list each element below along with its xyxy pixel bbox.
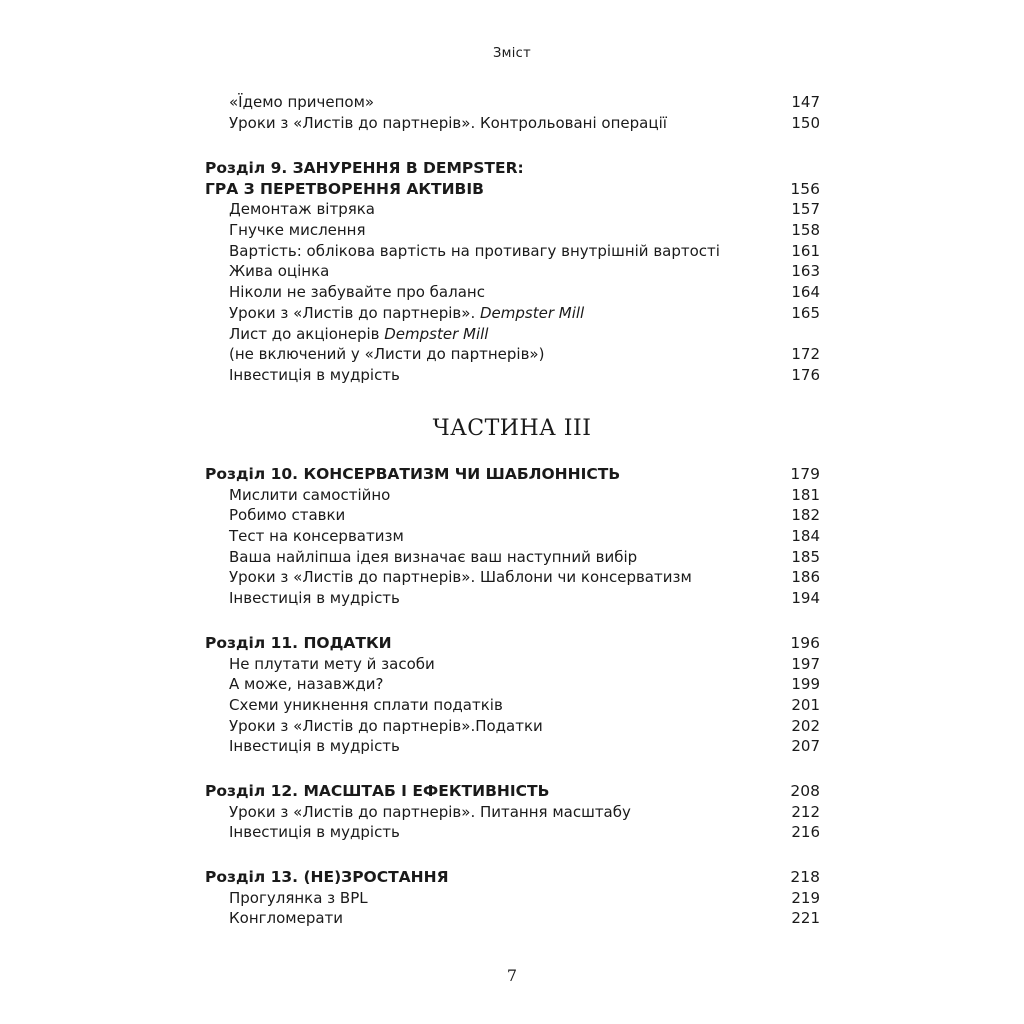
toc-page-number: 196 [790,634,820,652]
toc-entry-row [205,589,820,610]
toc-entry-row [205,823,820,844]
toc-entry-text: Робимо ставки [229,506,346,525]
toc-entry-text: Демонтаж вітряка [229,200,376,219]
toc-entry-text: (не включений у «Листи до партнерів») [229,345,545,364]
toc-page-number: 218 [790,868,820,886]
toc-chapter-row [205,868,820,889]
toc-entry-title [205,527,791,545]
toc-page-number: 181 [791,485,820,504]
toc-entry-title [205,242,791,260]
toc-entry-title [205,717,791,735]
toc-block-chapter-11 [205,634,820,758]
toc-entry-title [205,675,791,693]
toc-entry-text: Уроки з «Листів до партнерів». Контрольовані операції [229,113,667,132]
toc-entry-italic-text: Dempster Mill [384,324,489,343]
toc-entry-row [205,221,820,242]
toc-entry-italic-text: Dempster Mill [479,303,585,322]
toc-entry-row [205,242,820,263]
toc-entry-row [205,304,820,325]
toc-entry-row [205,909,820,930]
toc-entry-text: А може, назавжди? [229,675,384,694]
toc-page-number: 182 [791,506,820,525]
toc-entry-text: Інвестиція в мудрість [229,365,400,384]
toc-entry-row [205,889,820,910]
toc-entry-title [205,114,791,132]
toc-entry-row [205,655,820,676]
toc-page-number: 150 [791,113,820,132]
toc-page-number: 161 [791,241,820,260]
toc-entry-title [205,909,791,927]
toc-page-number: 184 [791,527,820,546]
toc-page-number: 156 [790,179,820,198]
toc-entry-title [205,655,791,673]
toc-chapter-title [205,868,790,886]
toc-entry-text: Уроки з «Листів до партнерів». [229,303,480,322]
toc-entry-title [205,345,791,363]
toc-page-number: 157 [791,200,820,219]
toc-entry-text: Розділ 11. ПОДАТКИ [205,634,392,652]
toc-page-number: 147 [791,93,820,111]
toc-entry-title [205,506,791,524]
toc-chapter-row [205,465,820,486]
toc-chapter-title [205,180,790,198]
toc-page-number: 176 [791,365,820,384]
toc-entry-text: Інвестиція в мудрість [229,589,400,608]
toc-block-a [205,93,820,134]
toc-page-number: 172 [791,345,820,364]
toc-entry-text: Інвестиція в мудрість [229,737,400,756]
toc-page-number: 164 [791,283,820,302]
toc-chapter-title [205,159,820,177]
toc-entry-text: Розділ 13. (НЕ)ЗРОСТАННЯ [205,868,449,886]
toc-entry-text: Гнучке мислення [229,221,366,240]
toc-entry-text: Уроки з «Листів до партнерів». Шаблони чи консерватизм [229,568,692,587]
toc-entry-text: Розділ 10. КОНСЕРВАТИЗМ ЧИ ШАБЛОННІСТЬ [205,465,621,483]
toc-entry-row [205,696,820,717]
toc-entry-text: Уроки з «Листів до партнерів».Податки [229,716,543,735]
toc-entry-title [205,221,791,239]
toc-chapter-title [205,782,790,800]
toc-entry-title [205,366,791,384]
toc-page-number: 202 [791,716,820,735]
toc-entry-title [205,304,791,322]
toc-entry-row [205,262,820,283]
toc-entry-row [205,803,820,824]
toc-entry-row [205,506,820,527]
toc-page-number: 179 [790,465,820,483]
toc-page-number: 207 [791,737,820,756]
toc-page-number: 158 [791,221,820,240]
toc-page-number: 199 [791,675,820,694]
toc-entry-text: Конгломерати [229,909,344,928]
toc-entry-title [205,889,791,907]
toc-entry-title [205,200,791,218]
part-title: ЧАСТИНА III [432,416,592,441]
toc-entry-row [205,486,820,507]
toc-chapter-row [205,782,820,803]
toc-page-number: 186 [791,568,820,587]
toc-entry-row [205,717,820,738]
toc-entry-row [205,93,820,114]
toc-entry-text: Прогулянка з BPL [229,888,368,907]
toc-entry-row [205,548,820,569]
toc-chapter-row [205,634,820,655]
toc-entry-text: ГРА З ПЕРЕТВОРЕННЯ АКТИВІВ [205,179,484,198]
toc-entry-row [205,568,820,589]
toc-entry-title [205,486,791,504]
toc-entry-text: Схеми уникнення сплати податків [229,696,503,715]
toc-entry-row [205,200,820,221]
toc-page-number: 197 [791,654,820,673]
toc-entry-text: Не плутати мету й засоби [229,654,435,673]
toc-entry-row [205,114,820,135]
toc-entry-title [205,93,791,111]
toc-page-number: 185 [791,547,820,566]
toc-entry-text: Мислити самостійно [229,485,391,504]
toc-entry-title [205,568,791,586]
toc-page-number: 216 [791,823,820,842]
toc-block-chapter-13 [205,868,820,930]
toc-chapter-row [205,180,820,201]
toc-entry-title [205,803,791,821]
running-header: Зміст [493,46,531,61]
toc-entry-text: Ваша найліпша ідея визначає ваш наступний вибір [229,547,638,566]
toc-entry-text: Тест на консерватизм [229,527,404,546]
toc-entry-title [205,548,791,566]
toc-page-number: 163 [791,262,820,281]
toc-chapter-title [205,634,790,652]
toc-entry-text: Уроки з «Листів до партнерів». Питання масштабу [229,802,631,821]
toc-entry-text: Інвестиція в мудрість [229,823,400,842]
toc-entry-row [205,345,820,366]
toc-block-chapter-12 [205,782,820,844]
toc-entry-row [205,527,820,548]
toc-entry-title [205,737,791,755]
toc-chapter-row [205,159,820,180]
page-number: 7 [506,966,518,985]
toc-entry-text: «Їдемо причепом» [229,93,375,111]
toc-entry-text: Лист до акціонерів [229,324,385,343]
toc-entry-row [205,366,820,387]
toc-block-chapter-9 [205,159,820,387]
toc-entry-title [205,283,791,301]
toc-page-number: 219 [791,888,820,907]
toc-block-chapter-10 [205,465,820,610]
toc-chapter-title [205,465,790,483]
toc-entry-title [205,696,791,714]
toc-page-number: 221 [791,909,820,928]
toc-entry-text: Розділ 12. МАСШТАБ І ЕФЕКТИВНІСТЬ [205,782,550,800]
toc-entry-row [205,325,820,346]
toc-entry-text: Вартість: облікова вартість на противагу внутрішній вартості [229,241,720,260]
toc-entry-text: Ніколи не забувайте про баланс [229,283,485,302]
toc-page-number: 212 [791,802,820,821]
toc-entry-text: Розділ 9. ЗАНУРЕННЯ В DEMPSTER: [205,159,524,177]
toc-page-number: 208 [790,782,820,800]
toc-entry-title [205,823,791,841]
toc-page-number: 165 [791,303,820,322]
toc-entry-title [205,262,791,280]
toc-entry-text: Жива оцінка [229,262,330,281]
toc-page-number: 194 [791,589,820,608]
toc-entry-title [205,325,820,343]
toc-entry-row [205,737,820,758]
toc-entry-row [205,283,820,304]
toc-entry-row [205,675,820,696]
toc-entry-title [205,589,791,607]
toc-page-number: 201 [791,696,820,715]
